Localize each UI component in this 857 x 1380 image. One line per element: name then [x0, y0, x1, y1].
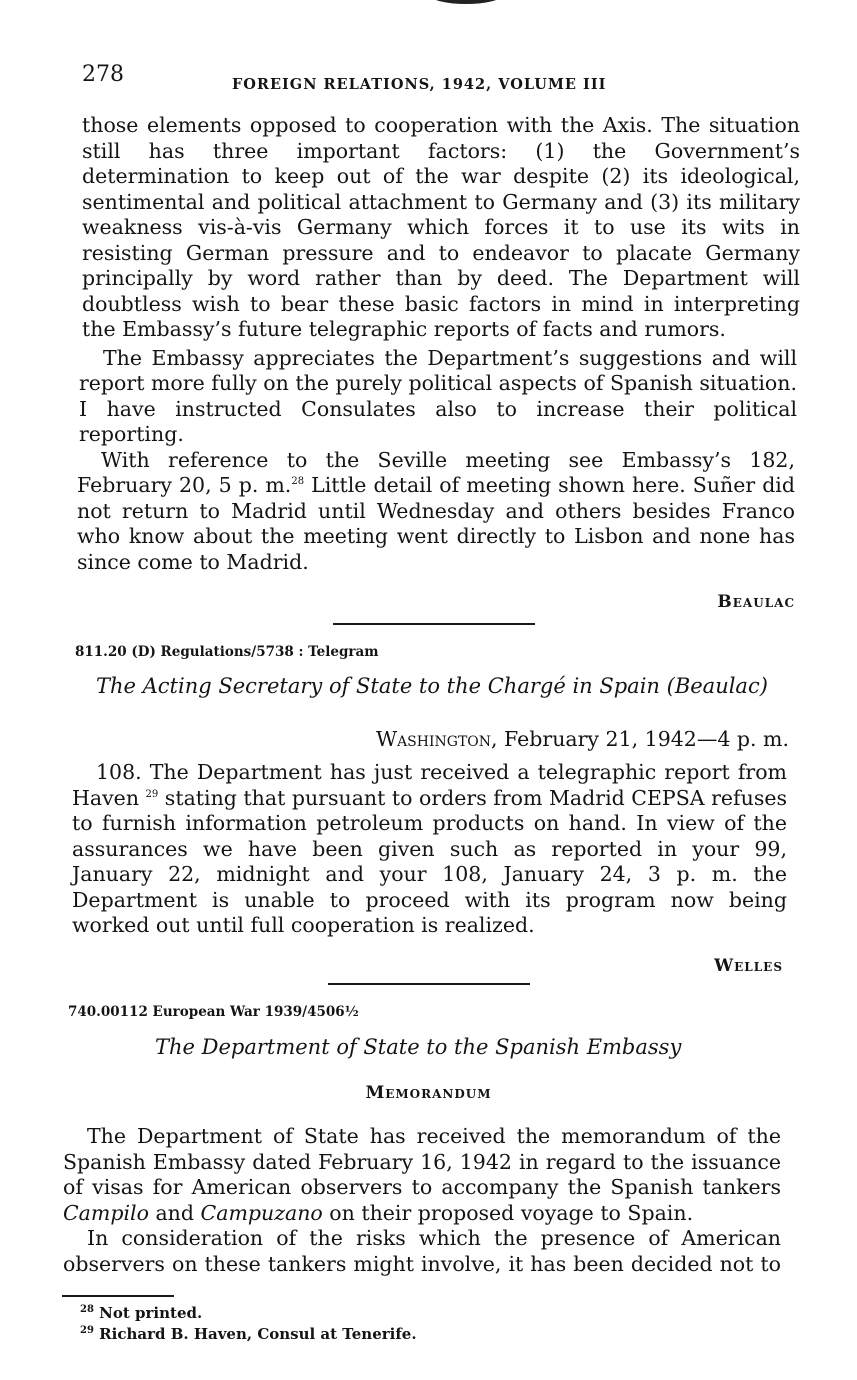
- doc1-paragraph-3-text-b: Little detail of meeting shown here. Suñer did not return to Madrid until Wednesday and others besides Franco who know about the meeting went directly to Lisbon and none has since come to Madrid.: [77, 473, 795, 574]
- ship-name-campuzano: Campuzano: [200, 1200, 323, 1225]
- footnote-ref-28: 28: [291, 476, 305, 488]
- doc3-paragraph-2: In consideration of the risks which the presence of American observers on these tankers might involve, it has been decided not to: [63, 1226, 781, 1276]
- doc1-paragraph-1: those elements opposed to cooperation with the Axis. The situation still has three important factors: (1) the Government’s determination to keep out of the war despite (2) its ideological, sentimental and political attachment to Germany and (3) its military weakness vis-à-vis Germany which forces it to use its wits in resisting German pressure and to endeavor to placate Germany principally by word rather than by deed. The Department will doubtless wish to bear these basic factors in mind in interpreting the Embassy’s future telegraphic reports of facts and rumors.: [82, 113, 800, 341]
- footnote-28-text: Not printed.: [99, 1304, 203, 1322]
- doc1-paragraph-3: [77, 448, 795, 576]
- doc2-title-name: Beaulac: [674, 674, 760, 698]
- doc2-dateline-date: , February 21, 1942—4 p. m.: [491, 727, 789, 751]
- doc3-paragraph-1-text-a: The Department of State has received the memorandum of the Spanish Embassy dated February 16, 1942 in regard to the issuance of visas for American observers to accompany the Spanish tankers: [63, 1124, 781, 1199]
- doc2-dateline: [376, 727, 789, 751]
- doc2-dateline-place: Washington: [376, 727, 492, 751]
- doc2-title-end: ): [759, 674, 768, 698]
- footnote-29-text: Richard B. Haven, Consul at Tenerife.: [99, 1325, 417, 1343]
- ship-name-campilo: Campilo: [63, 1200, 149, 1225]
- doc3-paragraph-1-and: and: [148, 1200, 201, 1225]
- doc3-paragraph-1-text-b: on their proposed voyage to Spain.: [322, 1200, 694, 1225]
- doc2-file-reference: 811.20 (D) Regulations/5738 : Telegram: [75, 644, 379, 660]
- doc1-signature: Beaulac: [717, 592, 795, 612]
- footnote-28: [80, 1304, 202, 1322]
- doc1-paragraph-3-text-a: With reference to the Seville meeting see Embassy’s 182, February 20, 5 p. m.: [77, 447, 795, 497]
- section-divider-2: [328, 983, 530, 985]
- doc3-file-reference: 740.00112 European War 1939/4506½: [68, 1004, 359, 1020]
- running-head: FOREIGN RELATIONS, 1942, VOLUME III: [232, 76, 607, 93]
- doc3-title: The Department of State to the Spanish Embassy: [155, 1035, 682, 1059]
- footnote-28-number: 28: [80, 1304, 94, 1315]
- doc1-body: [0, 113, 857, 575]
- doc2-body: [0, 760, 857, 939]
- doc2-signature: Welles: [714, 956, 783, 976]
- footnote-29: [80, 1325, 417, 1343]
- footnote-29-number: 29: [80, 1325, 94, 1336]
- doc2-title: [96, 674, 768, 698]
- doc3-memorandum-heading: Memorandum: [365, 1083, 492, 1103]
- doc2-title-text: The Acting Secretary of State to the Chargé in Spain (: [96, 674, 675, 698]
- page-number: 278: [82, 62, 124, 87]
- doc3-body: [0, 1124, 857, 1277]
- page-header: [0, 62, 857, 92]
- doc1-paragraph-2: The Embassy appreciates the Department’s suggestions and will report more fully on the purely political aspects of Spanish situation. I have instructed Consulates also to increase their political reporting.: [79, 345, 797, 446]
- footnote-ref-29: 29: [145, 788, 159, 800]
- section-divider-1: [333, 623, 535, 625]
- doc2-paragraph-1-text-a: 108. The Department has just received a telegraphic report from Haven: [72, 760, 787, 810]
- doc3-paragraph-1: [63, 1124, 781, 1226]
- doc2-paragraph-1-text-b: stating that pursuant to orders from Madrid CEPSA refuses to furnish information petroleum products on hand. In view of the assurances we have been given such as reported in your 99, January 22, midnight and your 108, January 24, 3 p. m. the Department is unable to proceed with its program now being worked out until full cooperation is realized.: [72, 785, 787, 937]
- footnote-separator: [62, 1295, 174, 1297]
- doc2-paragraph-1: [72, 760, 787, 939]
